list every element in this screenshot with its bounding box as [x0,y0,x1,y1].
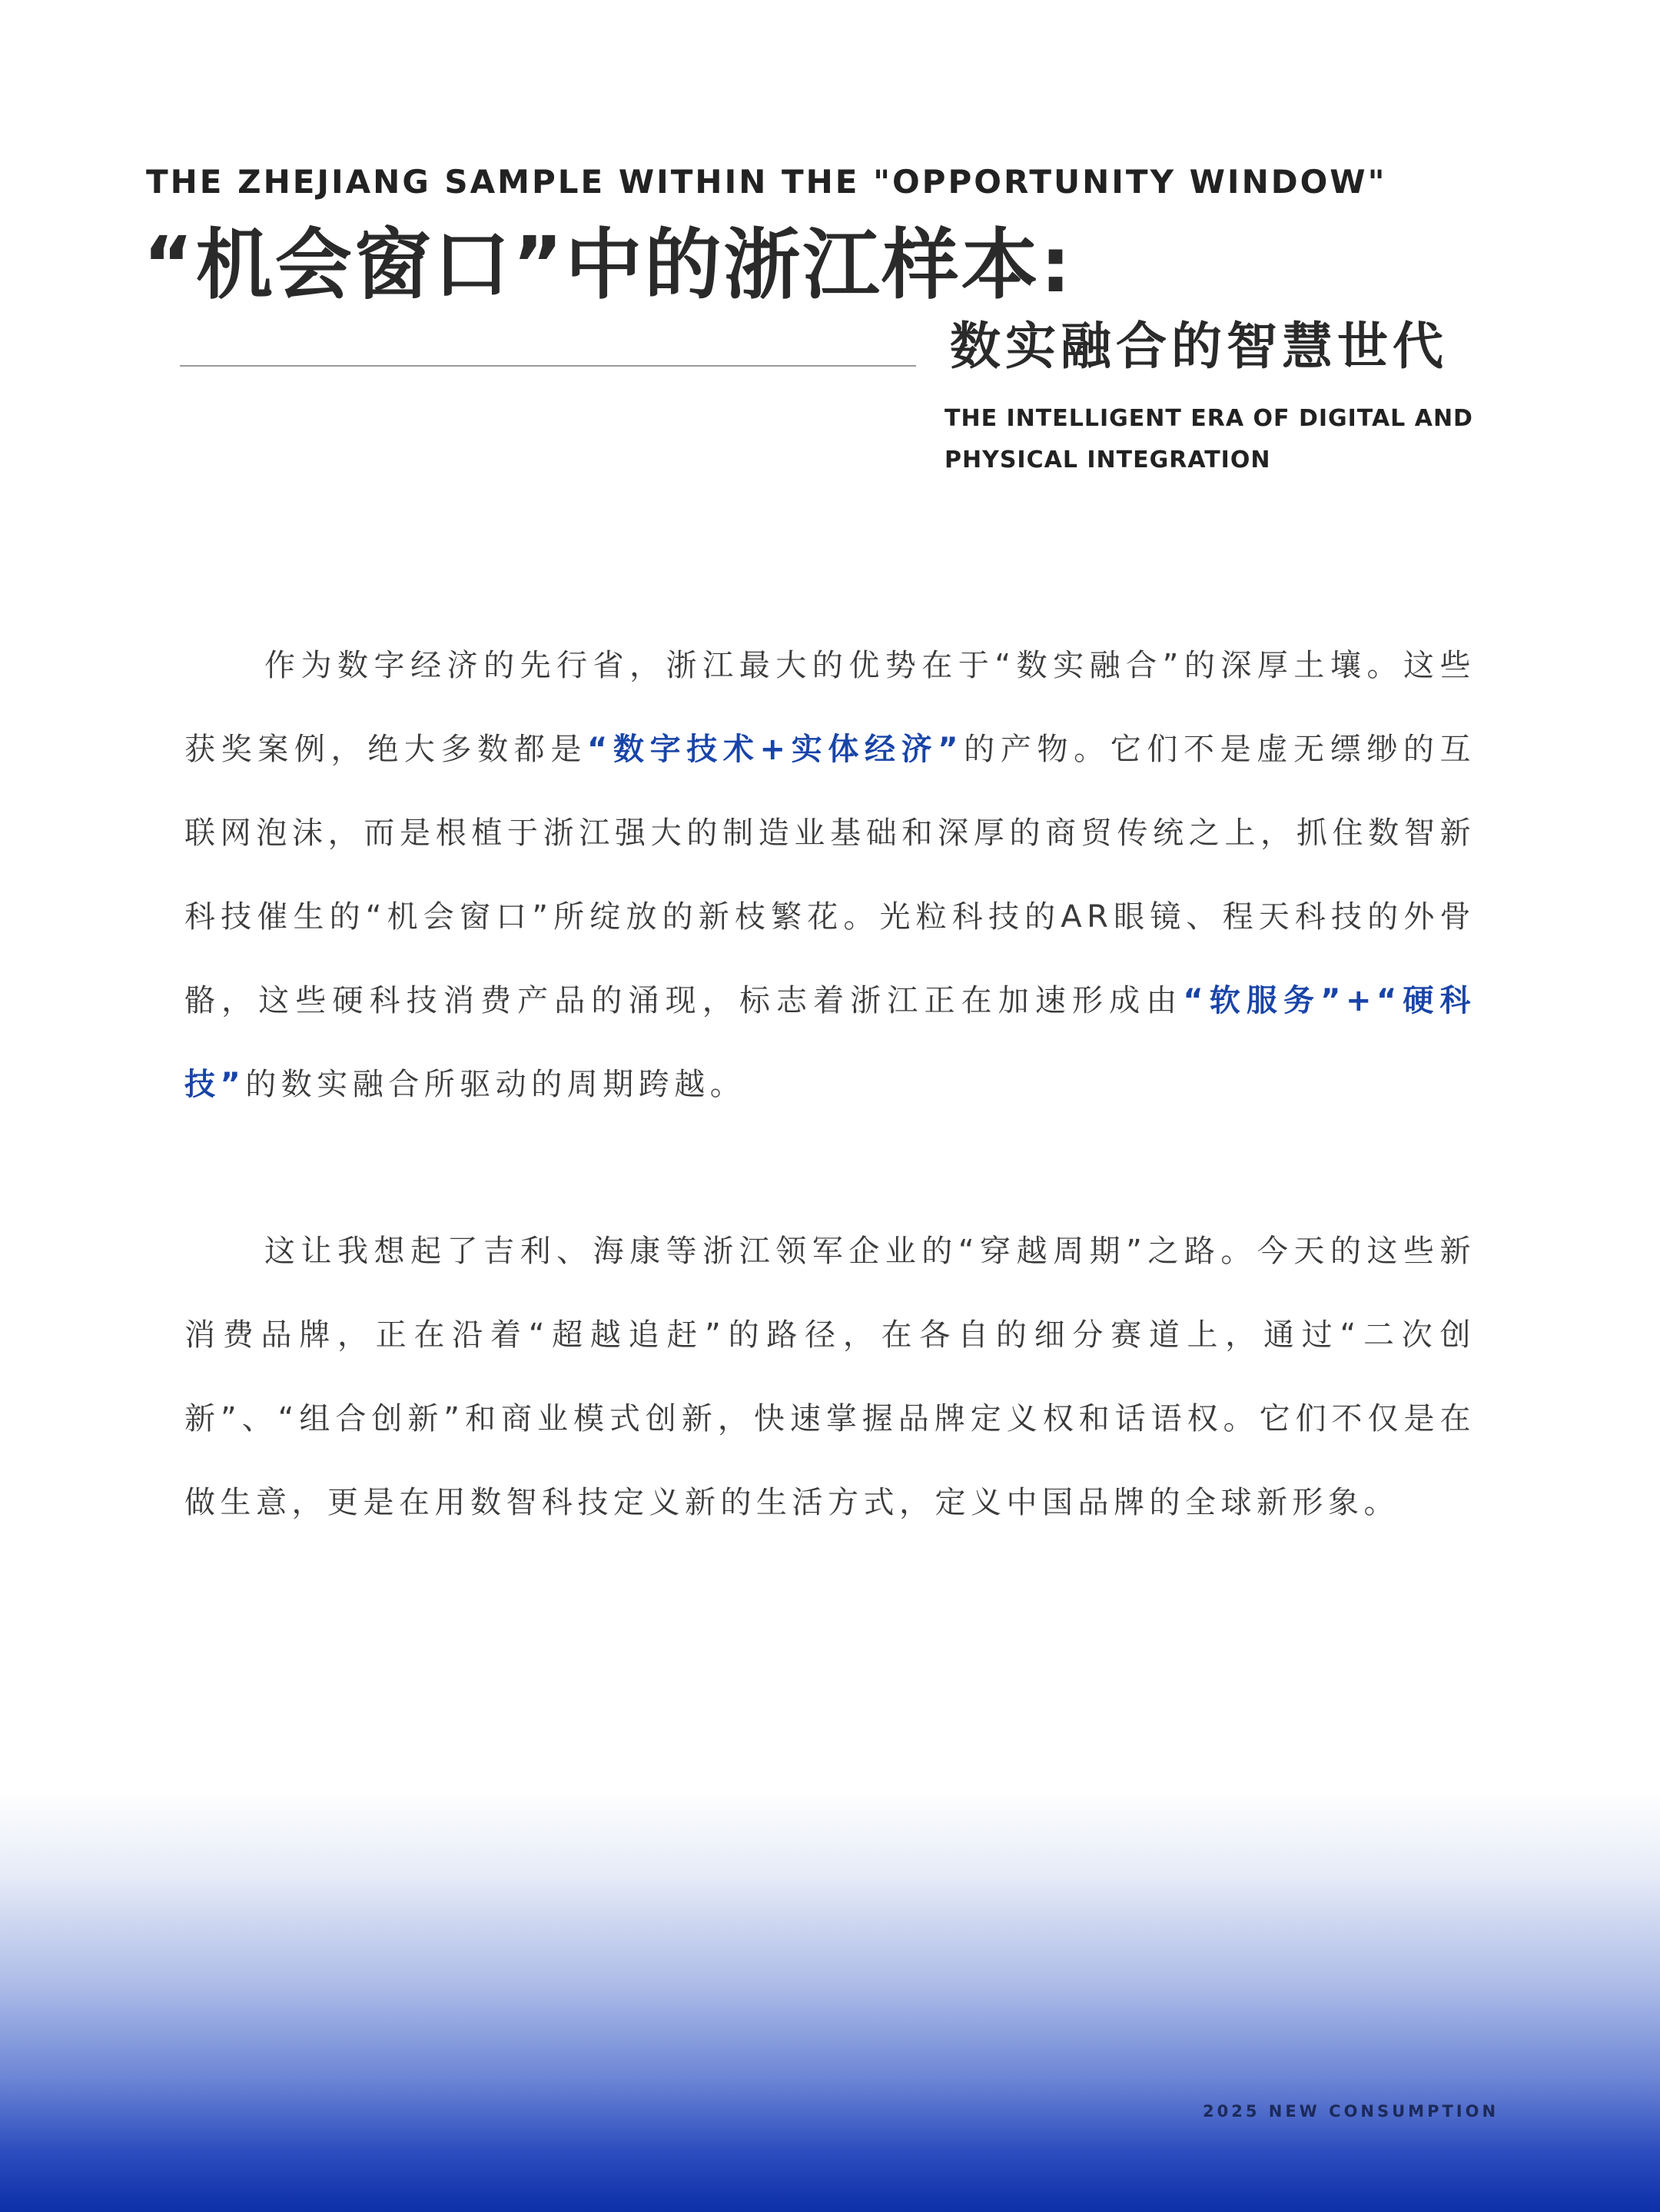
paragraph-1-text-c: 的数实融合所驱动的周期跨越。 [245,1067,746,1102]
english-subtitle-line-1: THE INTELLIGENT ERA OF DIGITAL AND [945,405,1473,432]
english-subtitle [945,398,1544,481]
english-subtitle-line-2: PHYSICAL INTEGRATION [945,447,1271,473]
paragraph-1-text-a: 作为数字经济的先行省，浙江最大的优势在于“数实融合”的深厚土壤。这些获奖案例，绝大多数都是 [184,648,1476,767]
english-title: THE ZHEJIANG SAMPLE WITHIN THE "OPPORTUNITY WINDOW" [146,163,1387,201]
paragraph-1-text-b: 的产物。它们不是虚无缥缈的互联网泡沫，而是根植于浙江强大的制造业基础和深厚的商贸传统之上，抓住数智新科技催生的“机会窗口”所绽放的新枝繁花。光粒科技的AR眼镜、程天科技的外骨骼，这些硬科技消费产品的涌现，标志着浙江正在加速形成由 [184,732,1476,1018]
body-paragraph-2: 这让我想起了吉利、海康等浙江领军企业的“穿越周期”之路。今天的这些新消费品牌，正在沿着“超越追赶”的路径，在各自的细分赛道上，通过“二次创新”、“组合创新”和商业模式创新，快速掌握品牌定义权和话语权。它们不仅是在做生意，更是在用数智科技定义新的生活方式，定义中国品牌的全球新形象。 [184,1234,1476,1520]
chinese-title: “机会窗口”中的浙江样本: [143,220,1074,310]
body-paragraph-1 [184,624,1476,1127]
footer-label: 2025 NEW CONSUMPTION [1203,2102,1499,2121]
chinese-subtitle: 数实融合的智慧世代 [950,317,1448,376]
title-divider [180,365,916,367]
highlight-digital-physical: “数字技术+实体经济” [587,732,964,767]
highlight-soft-hard: “软服务”+“硬科技” [184,983,1476,1102]
